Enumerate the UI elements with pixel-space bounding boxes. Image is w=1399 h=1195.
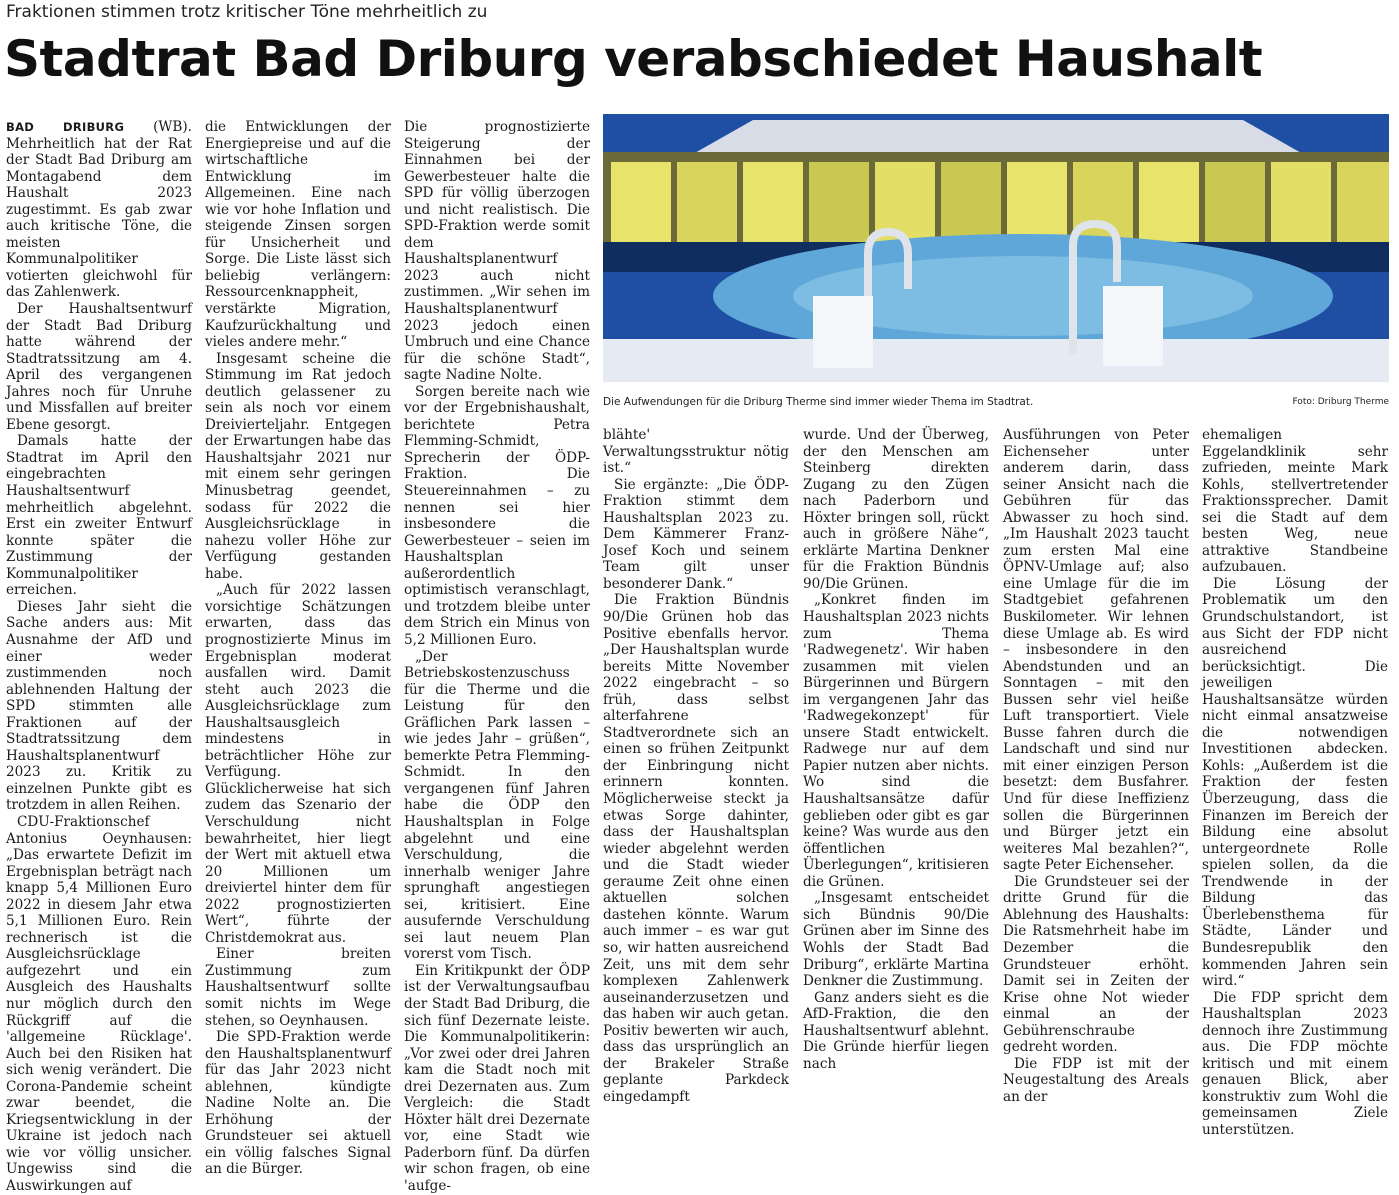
dateline: BAD DRIBURG (6, 120, 125, 134)
paragraph: ehemaligen Eggelandklinik sehr zufrieden, meinte Mark Kohls, stellvertretender Fraktionssprecher. Damit sei die Stadt auf dem besten Weg, neue attraktive Standbeine aufzubauen. (1202, 427, 1388, 576)
paragraph: blähte' Verwaltungsstruktur nötig ist.“ (603, 427, 789, 477)
paragraph: „Konkret finden im Haushaltsplan 2023 nichts zum Thema 'Radwegenetz'. Wir haben zusammen mit vielen Bürgerinnen und Bürgern im vergangenen Jahr das 'Radwegekonzept' für unsere Stadt entwickelt. Radwege nur auf dem Papier nutzen aber nichts. Wo sind die Haushaltsansätze dafür geblieben oder gibt es gar keine? Was wurde aus den öffentlichen Überlegungen“, kritisieren die Grünen. (803, 592, 989, 890)
paragraph-text: (WB). Mehrheitlich hat der Rat der Stadt Bad Driburg am Montagabend dem Haushalt 2023 zugestimmt. Es gab zwar auch kritische Töne, die meisten Kommunalpolitiker votierten gleichwohl für das Zahlenwerk. (6, 119, 192, 301)
paragraph: Ausführungen von Peter Eichenseher unter anderem darin, dass seiner Ansicht nach die Gebühren für das Abwasser zu hoch sind. „Im Haushalt 2023 taucht zum ersten Mal eine ÖPNV-Umlage auf; also eine Umlage für die im Stadtgebiet gefahrenen Buskilometer. Wir lehnen diese Umlage ab. Es wird – insbesondere in den Abendstunden und an Sonntagen – mit den Bussen sehr viel heiße Luft transportiert. Viele Busse fahren durch die Landschaft und sind nur mit einer einzigen Person besetzt: dem Busfahrer. Und für diese Ineffizienz sollen die Bürgerinnen und Bürger jetzt ein weiteres Mal bezahlen?“, sagte Peter Eichenseher. (1003, 427, 1189, 874)
paragraph: „Insgesamt entscheidet sich Bündnis 90/Die Grünen aber im Sinne des Wohls der Stadt Bad Driburg“, erklärte Martina Denkner die Zustimmung. (803, 890, 989, 990)
paragraph: Sie ergänzte: „Die ÖDP-Fraktion stimmt dem Haushaltsplan 2023 zu. Dem Kämmerer Franz-Josef Koch und seinem Team gilt unser besonderer Dank.“ (603, 476, 789, 592)
article-column-7 (1202, 427, 1388, 1138)
paragraph: Sorgen bereite nach wie vor der Ergebnishaushalt, berichtete Petra Flemming-Schmidt, Sprecherin der ÖDP-Fraktion. Die Steuereinnahmen – zu nennen sei hier insbesondere die Gewerbesteuer – seien im Haushaltsplan außerordentlich optimistisch veranschlagt, und trotzdem bleibe unter dem Strich ein Minus von 5,2 Millionen Euro. (404, 383, 590, 648)
photo-illustration (603, 114, 1389, 382)
paragraph: Die Grundsteuer sei der dritte Grund für die Ablehnung des Haushalts: Die Ratsmehrheit habe im Dezember die Grundsteuer erhöht. Damit sei in Zeiten der Krise ohne Not wieder einmal an der Gebührenschraube gedreht worden. (1003, 873, 1189, 1056)
article-column-5 (803, 427, 989, 1072)
paragraph: „Auch für 2022 lassen vorsichtige Schätzungen erwarten, dass das prognostizierte Minus im Ergebnisplan moderat ausfallen wird. Damit steht auch 2023 die Ausgleichsrücklage zum Haushaltsausgleich mindestens in beträchtlicher Höhe zur Verfügung. Glücklicherweise hat sich zudem das Szenario der Verschuldung nicht bewahrheitet, hier liegt der Wert mit aktuell etwa 20 Millionen um dreiviertel hinter dem für 2022 prognostizierten Wert“, führte der Christdemokrat aus. (205, 582, 391, 946)
snow-block-right (1103, 286, 1163, 366)
paragraph: „Der Betriebskostenzuschuss für die Therme und die Leistung für den Gräflichen Park lassen – wie jedes Jahr – grüßen“, bemerkte Petra Flemming-Schmidt. In den vergangenen fünf Jahren habe die ÖDP den Haushaltsplan in Folge abgelehnt und eine Verschuldung, die innerhalb weniger Jahre sprunghaft angestiegen sei, kritisiert. Eine ausufernde Verschuldung sei laut neuem Plan vorerst vom Tisch. (404, 648, 590, 963)
roof-snow (693, 120, 1303, 154)
paragraph: Ganz anders sieht es die AfD-Fraktion, die den Haushaltsentwurf ablehnt. Die Gründe hierfür liegen nach (803, 989, 989, 1072)
paragraph: die Entwicklungen der Energiepreise und auf die wirtschaftliche Entwicklung im Allgemeinen. Eine nach wie vor hohe Inflation und steigende Zinsen sorgen für Unsicherheit und Sorge. Die Liste lässt sich beliebig verlängern: Ressourcenknappheit, verstärkte Migration, Kaufzurückhaltung und vieles andere mehr.“ (205, 119, 391, 351)
paragraph: Insgesamt scheine die Stimmung im Rat jedoch deutlich gelassener zu sein als noch vor einem Dreivierteljahr. Entgegen der Erwartungen habe das Haushaltsjahr 2021 nur mit einem sehr geringen Minusbetrag geendet, sodass für 2022 die Ausgleichsrücklage in nahezu voller Höhe zur Verfügung gestanden habe. (205, 350, 391, 582)
photo-credit: Foto: Driburg Therme (1292, 397, 1389, 407)
snow-ground (603, 339, 1389, 382)
paragraph: Die SPD-Fraktion werde den Haushaltsplanentwurf für das Jahr 2023 nicht ablehnen, kündigte Nadine Nolte an. Die Erhöhung der Grundsteuer sei aktuell ein völlig falsches Signal an die Bürger. (205, 1029, 391, 1178)
article-column-1 (6, 119, 192, 1194)
paragraph: Die prognostizierte Steigerung der Einnahmen bei der Gewerbesteuer halte die SPD für völlig überzogen und nicht realistisch. Die SPD-Fraktion werde somit dem Haushaltsplanentwurf 2023 auch nicht zustimmen. „Wir sehen im Haushaltsplanentwurf 2023 jedoch einen Umbruch und eine Chance für die schöne Stadt“, sagte Nadine Nolte. (404, 119, 590, 384)
article-column-3 (404, 119, 590, 1194)
photo-caption: Die Aufwendungen für die Driburg Therme sind immer wieder Thema im Stadtrat. (603, 396, 1034, 408)
article-kicker: Fraktionen stimmen trotz kritischer Töne mehrheitlich zu (6, 2, 488, 22)
paragraph: Die Fraktion Bündnis 90/Die Grünen hob das Positive ebenfalls hervor. „Der Haushaltsplan wurde bereits Mitte November 2022 eingebracht – so früh, dass selbst alterfahrene Stadtverordnete sich an einen so frühen Zeitpunkt der Einbringung nicht erinnern konnten. Möglicherweise steckt ja etwas Sorge dahinter, dass der Haushaltsplan wieder abgelehnt werden und die Stadt wieder geraume Zeit ohne einen aktuellen solchen dastehen könnte. Warum auch immer – es war gut so, wir hatten ausreichend Zeit, uns mit dem sehr komplexen Zahlenwerk auseinanderzusetzen und das haben wir auch getan. Positiv bewerten wir auch, dass das ursprünglich an der Brakeler Straße geplante Parkdeck eingedampft (603, 592, 789, 1105)
snow-block-left (813, 296, 873, 368)
article-column-2 (205, 119, 391, 1178)
therme-pool-photo (603, 114, 1389, 382)
paragraph: Der Haushaltsentwurf der Stadt Bad Driburg hatte während der Stadtratssitzung am 4. April des vergangenen Jahres noch für Unruhe und Missfallen auf breiter Ebene gesorgt. (6, 301, 192, 433)
paragraph: Dieses Jahr sieht die Sache anders aus: Mit Ausnahme der AfD und einer weder zustimmenden noch ablehnenden Haltung der SPD stimmten alle Fraktionen auf der Stadtratssitzung dem Haushaltsplanentwurf 2023 zu. Kritik zu einzelnen Punkte gibt es trotzdem in allen Reihen. (6, 598, 192, 814)
article-headline: Stadtrat Bad Driburg verabschiedet Haushalt (4, 30, 1263, 88)
paragraph: Die FDP spricht dem Haushaltsplan 2023 dennoch ihre Zustimmung aus. Die FDP möchte kritisch und mit einem genauen Blick, aber konstruktiv zum Wohl die gemeinsamen Ziele unterstützen. (1202, 989, 1388, 1138)
article-column-6 (1003, 427, 1189, 1105)
paragraph: Die Lösung der Problematik um den Grundschulstandort, ist aus Sicht der FDP nicht ausreichend berücksichtigt. Die jeweiligen Haushaltsansätze würden nicht einmal ansatzweise die notwendigen Investitionen abdecken. Kohls: „Außerdem ist die Fraktion der festen Überzeugung, dass die Finanzen im Bereich der Bildung eine absolut untergeordnete Rolle spielen sollen, da die Trendwende in der Bildung das Überlebensthema für Städte, Länder und Bundesrepublik den kommenden Jahren sein wird.“ (1202, 575, 1388, 990)
paragraph: CDU-Fraktionschef Antonius Oeynhausen: „Das erwartete Defizit im Ergebnisplan beträgt nach knapp 5,4 Millionen Euro 2022 in diesem Jahr etwa 5,1 Millionen Euro. Rein rechnerisch ist die Ausgleichsrücklage aufgezehrt und ein Ausgleich des Haushalts nur möglich durch den Rückgriff auf die 'allgemeine Rücklage'. Auch bei den Risiken hat sich wenig verändert. Die Corona-Pandemie scheint zwar beendet, die Kriegsentwicklung in der Ukraine ist jedoch nach wie vor völlig unsicher. Ungewiss sind die Auswirkungen auf (6, 813, 192, 1194)
lit-windows (611, 162, 1389, 242)
paragraph (6, 119, 192, 301)
article-column-4 (603, 427, 789, 1105)
paragraph: wurde. Und der Überweg, der den Menschen am Steinberg direkten Zugang zu den Zügen nach Paderborn und Höxter bringen soll, rückt auch in größere Nähe“, erklärte Martina Denkner für die Fraktion Bündnis 90/Die Grünen. (803, 427, 989, 592)
paragraph: Die FDP ist mit der Neugestaltung des Areals an der (1003, 1055, 1189, 1105)
paragraph: Ein Kritikpunkt der ÖDP ist der Verwaltungsaufbau der Stadt Bad Driburg, die sich fünf Dezernate leiste. Die Kommunalpolitikerin: „Vor zwei oder drei Jahren kam die Stadt noch mit drei Dezernaten aus. Zum Vergleich: die Stadt Höxter hält drei Dezernate vor, eine Stadt wie Paderborn fünf. Da dürfen wir schon fragen, ob eine 'aufge- (404, 962, 590, 1194)
paragraph: Damals hatte der Stadtrat im April den eingebrachten Haushaltsentwurf mehrheitlich abgelehnt. Erst ein zweiter Entwurf konnte später die Zustimmung der Kommunalpolitiker erreichen. (6, 433, 192, 599)
paragraph: Einer breiten Zustimmung zum Haushaltsentwurf sollte somit nichts im Wege stehen, so Oeynhausen. (205, 946, 391, 1029)
